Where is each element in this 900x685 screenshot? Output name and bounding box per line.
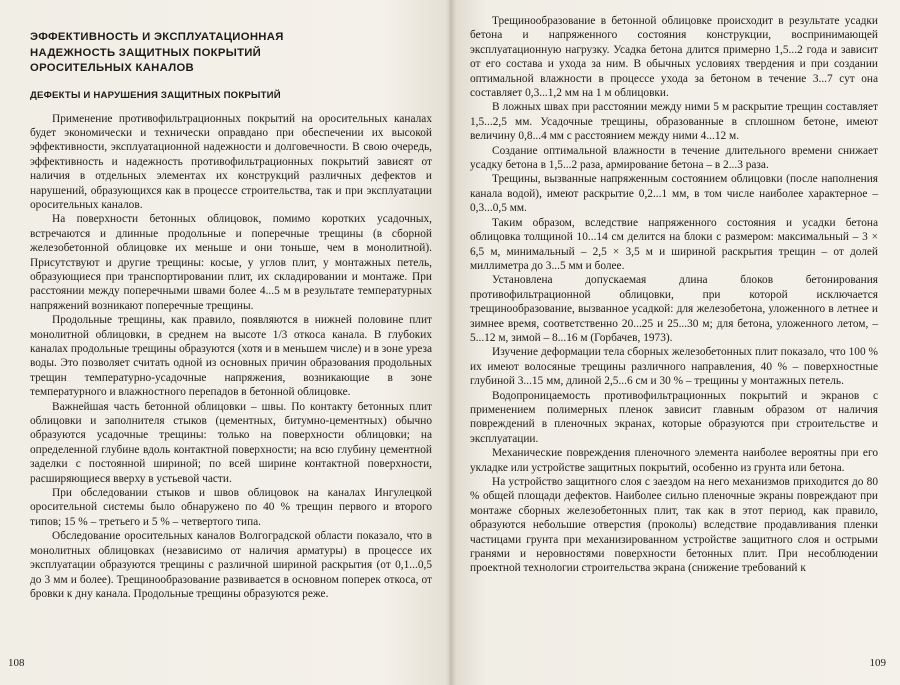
right-paragraph-9: Механические повреждения пленочного элемента наиболее вероятны при его укладке или устройстве защитных покрытий, особенно из грунта или бетона.	[470, 447, 878, 474]
left-paragraph-1: Применение противофильтрационных покрытий на оросительных каналах будет экономически и технически оправдано при обеспечении их высокой эффективности, эксплуатационной надежности и долговечности. В свою очередь, эффективность и надежность противофильтрационных покрытий зависят от наличия в отдельных элементах их конструкций различных дефектов и нарушений, образующихся как в процессе строительства, так и при эксплуатации оросительных каналов.	[30, 112, 432, 211]
left-paragraph-4: Важнейшая часть бетонной облицовки – швы. По контакту бетонных плит облицовки и заполнителя стыков (цементных, битумно-цементных) обычно образуются усадочные трещины: только на поверхности облицовки; на определенной глубине вдоль контактной поверхности; на всю глубину цементной заделки с постоянной шириной; по всей ширине контактной поверхности, расширяющиеся вверху в устьевой части.	[30, 400, 432, 485]
book-gutter	[446, 0, 456, 685]
left-paragraph-2: На поверхности бетонных облицовок, помимо коротких усадочных, встречаются и длинные продольные и поперечные трещины (в сборной железобетонной облицовке их меньше и они тоньше, чем в монолитной). Присутствуют и другие трещины: косые, у углов плит, у монтажных петель, образующиеся при транспортировании плит, их складировании и монтаже. При расстоянии между поперечными швами более 4...5 м в результате температурных напряжений возникают поперечные трещины.	[30, 213, 432, 312]
left-paragraph-5: При обследовании стыков и швов облицовок на каналах Ингулецкой оросительной системы было обнаружено по 40 % трещин первого и второго типов; 15 % – третьего и 5 % – четвертого типа.	[30, 487, 432, 528]
page-number-left: 108	[8, 657, 25, 669]
page-number-right: 109	[869, 657, 886, 669]
right-paragraph-10: На устройство защитного слоя с заездом на него механизмов приходится до 80 % общей площади дефектов. Наиболее сильно пленочные экраны повреждают при монтаже сборных железобетонных плит, так как в этот период, как правило, образуются небольшие отверстия (проколы) вследствие продавливания пленки частицами грунта при механизированном устройстве защитного слоя и острыми гранями и неровностями поверхности бетонных плит. При несоблюдении проектной технологии строительства экрана (снижение требований к	[470, 476, 878, 575]
right-paragraph-6: Установлена допускаемая длина блоков бетонирования противофильтрационной облицовки, при которой исключается трещинообразование, вызванное усадкой: для железобетона, уложенного в летнее и зимнее время, соответственно 20...25 и 25...30 м; для бетона, уложенного летом, – 5...12 м, зимой – 8...16 м (Горбачев, 1973).	[470, 274, 878, 344]
right-paragraph-4: Трещины, вызванные напряженным состоянием облицовки (после наполнения канала водой), имеют раскрытие 0,2...1 мм, в том числе наиболее характерное – 0,3...0,5 мм.	[470, 173, 878, 215]
left-paragraph-6: Обследование оросительных каналов Волгоградской области показало, что в монолитных облицовках (независимо от наличия арматуры) в процессе их эксплуатации образуются трещины с различной шириной раскрытия (от 0,1...0,5 до 3 мм и более). Трещинообразование развивается в основном поперек откоса, от бровки к дну канала. Продольные трещины образуются реже.	[30, 530, 432, 600]
right-paragraph-2: В ложных швах при расстоянии между ними 5 м раскрытие трещин составляет 1,5...2,5 мм. Усадочные трещины, образованные в сплошном бетоне, имеют величину 0,8...4 мм с расстоянием между ними 4...12 м.	[470, 101, 878, 143]
left-paragraph-3: Продольные трещины, как правило, появляются в нижней половине плит монолитной облицовки, в среднем на высоте 1/3 откоса канала. В глубоких каналах продольные трещины образуются (хотя и в меньшем числе) и в зоне уреза воды. Это позволяет считать одной из основных причин образования продольных трещин температурно-усадочные напряжения, возникающие в зоне температурного и влажностного перепадов в бетонной облицовке.	[30, 314, 432, 399]
right-paragraph-7: Изучение деформации тела сборных железобетонных плит показало, что 100 % их имеют волосяные трещины различного направления, 40 % – поверхностные глубиной 3...15 мм, длиной 2,5...6 см и 30 % – трещины у монтажных петель.	[470, 346, 878, 388]
right-page	[450, 0, 900, 685]
right-paragraph-3: Создание оптимальной влажности в течение длительного времени снижает усадку бетона в 1,5...2 раза, армирование бетона – в 2...3 раза.	[470, 144, 878, 172]
chapter-title: ЭФФЕКТИВНОСТЬ И ЭКСПЛУАТАЦИОННАЯ НАДЕЖНОСТЬ ЗАЩИТНЫХ ПОКРЫТИЙ ОРОСИТЕЛЬНЫХ КАНАЛОВ	[30, 31, 284, 74]
right-paragraph-5: Таким образом, вследствие напряженного состояния и усадки бетона облицовка толщиной 10...14 см делится на блоки с размером: максимальный – 3 × 6,5 м, минимальный – 2,5 × 3,5 м и шириной раскрытия трещин – от долей миллиметра до 3...5 мм и более.	[470, 216, 878, 272]
section-title: ДЕФЕКТЫ И НАРУШЕНИЯ ЗАЩИТНЫХ ПОКРЫТИЙ	[30, 89, 281, 101]
right-paragraph-1: Трещинообразование в бетонной облицовке происходит в результате усадки бетона и напряженного состояния конструкции, воспринимающей эксплуатационную нагрузку. Усадка бетона длится примерно 1,5...2 года и зависит от его состава и ухода за ним. В обычных условиях твердения и при создании оптимальной влажности в процессе ухода за бетоном в течение 3...7 сут она составляет 0,3...1,2 мм на 1 м облицовки.	[470, 15, 878, 100]
right-paragraph-8: Водопроницаемость противофильтрационных покрытий и экранов с применением полимерных пленок зависит главным образом от наличия повреждений в пленочных экранах, которые образуются при строительстве и эксплуатации.	[470, 389, 878, 445]
